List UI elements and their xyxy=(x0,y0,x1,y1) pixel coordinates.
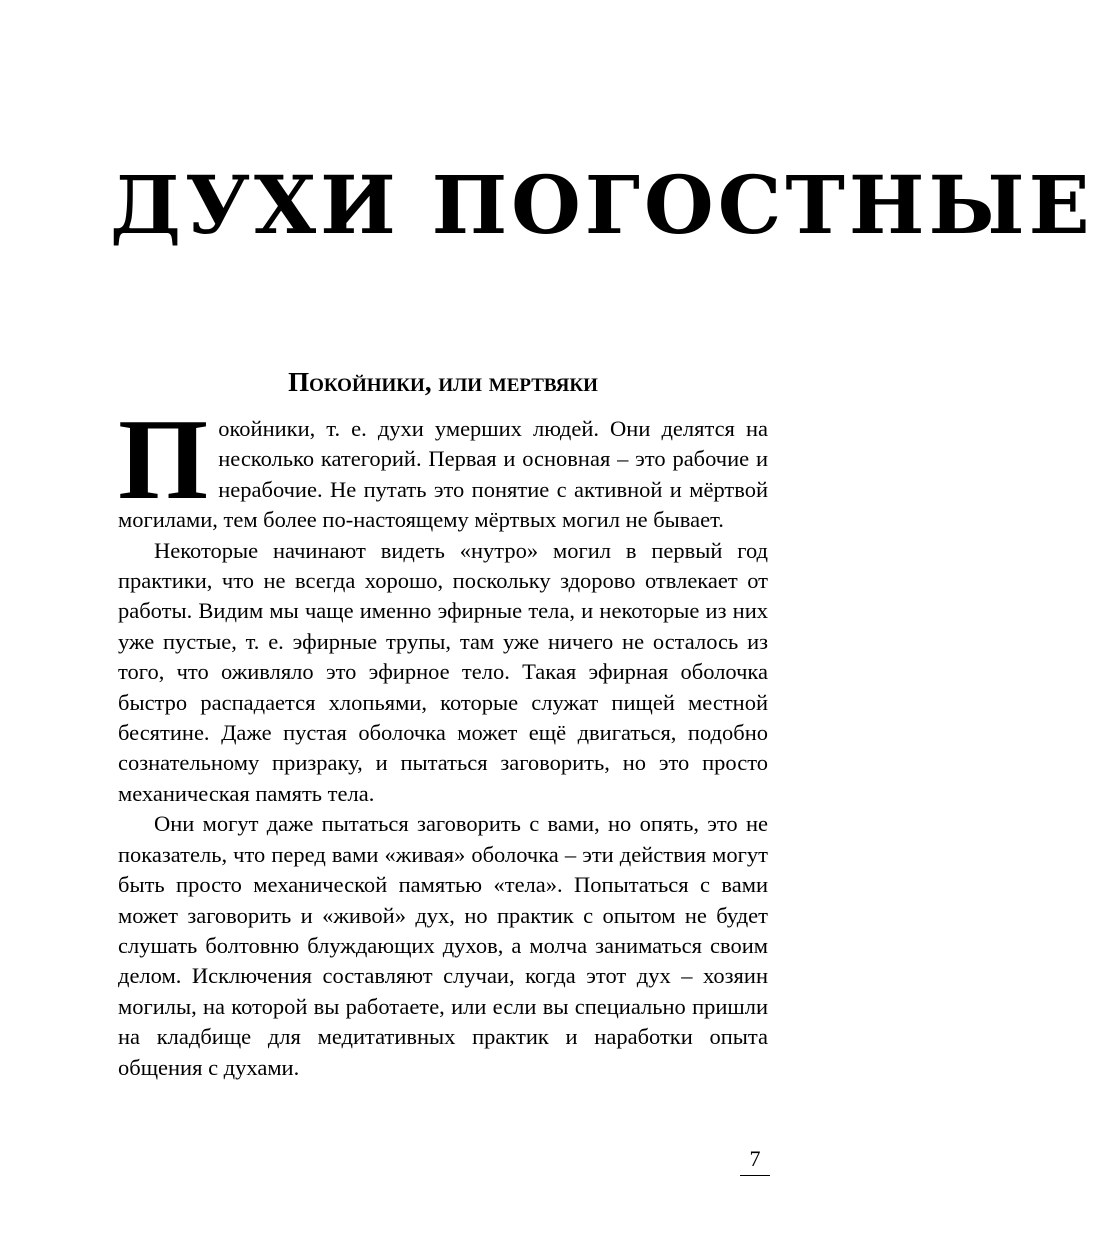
paragraph-1 xyxy=(118,396,768,536)
page-number: 7 xyxy=(740,1146,770,1176)
paragraph-1-text: окойники, т. е. духи умерших людей. Они делятся на несколько категорий. Первая и основная – это рабочие и нерабочие. Не путать это понятие с активной и мёртвой могилами, тем более по-настоящему мёртвых могил не бывает. xyxy=(118,416,768,533)
drop-cap: П xyxy=(118,396,209,524)
section-heading-initial: П xyxy=(288,367,310,397)
section-heading xyxy=(118,366,768,398)
chapter-title: ДУХИ ПОГОСТНЫЕ xyxy=(110,158,1094,252)
body-text xyxy=(118,396,768,1083)
section-heading-rest: окойники, или мертвяки xyxy=(309,367,598,397)
paragraph-3: Они могут даже пытаться заговорить с вами, но опять, это не показатель, что перед вами «живая» оболочка – эти действия могут быть просто механической памятью «тела». Попытаться с вами может заговорить и «живой» дух, но практик с опытом не будет слушать болтовню блуждающих духов, а молча заниматься своим делом. Исключения составляют случаи, когда этот дух – хозяин могилы, на которой вы работаете, или если вы специально пришли на кладбище для медитативных практик и наработки опыта общения с духами. xyxy=(118,811,768,1080)
paragraph-2: Некоторые начинают видеть «нутро» могил в первый год практики, что не всегда хорошо, поскольку здорово отвлекает от работы. Видим мы чаще именно эфирные тела, и некоторые из них уже пустые, т. е. эфирные трупы, там уже ничего не осталось из того, что оживляло это эфирное тело. Такая эфирная оболочка быстро распадается хлопьями, которые служат пищей местной бесятине. Даже пустая оболочка может ещё двигаться, подобно сознательному призраку, и пытаться заговорить, но это просто механическая память тела. xyxy=(118,537,768,806)
